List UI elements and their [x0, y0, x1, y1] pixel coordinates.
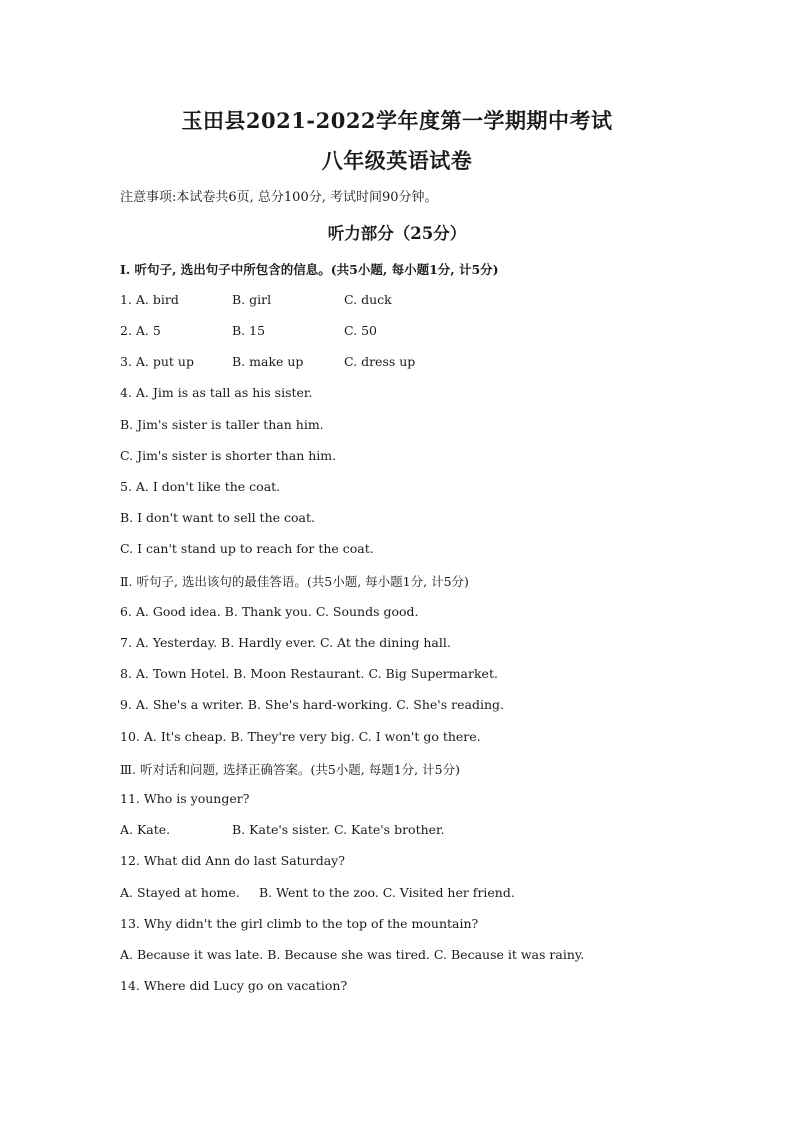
q4-option-a: 4. A. Jim is as tall as his sister.: [120, 385, 313, 400]
q5-option-c: C. I can't stand up to reach for the coat.: [120, 541, 374, 556]
part1-heading: I. 听句子, 选出句子中所包含的信息。(共5小题, 每小题1分, 计5分): [120, 262, 499, 277]
q2-option-c: C. 50: [344, 323, 377, 338]
q1-option-a: 1. A. bird: [120, 292, 179, 307]
q12: 12. What did Ann do last Saturday?: [120, 853, 345, 868]
q12-option-a: A. Stayed at home.: [120, 885, 240, 900]
q1-option-c: C. duck: [344, 292, 392, 307]
q3-option-c: C. dress up: [344, 354, 416, 369]
listening-section-title: 听力部分（25分）: [327, 224, 467, 243]
q4-option-c: C. Jim's sister is shorter than him.: [120, 448, 337, 463]
q8: 8. A. Town Hotel. B. Moon Restaurant. C. Big Supermarket.: [120, 666, 498, 681]
q5-option-a: 5. A. I don't like the coat.: [120, 479, 281, 494]
exam-notice: 注意事项:本试卷共6页, 总分100分, 考试时间90分钟。: [120, 190, 438, 205]
q3-option-b: B. make up: [232, 354, 304, 369]
q2-option-a: 2. A. 5: [120, 323, 161, 338]
exam-subtitle: 八年级英语试卷: [321, 148, 473, 173]
q2-option-b: B. 15: [232, 323, 266, 338]
q9: 9. A. She's a writer. B. She's hard-working. C. She's reading.: [120, 697, 504, 712]
part3-heading: Ⅲ. 听对话和问题, 选择正确答案。(共5小题, 每题1分, 计5分): [120, 762, 460, 777]
q14: 14. Where did Lucy go on vacation?: [120, 978, 348, 993]
q10: 10. A. It's cheap. B. They're very big. C. I won't go there.: [120, 729, 481, 744]
q11: 11. Who is younger?: [120, 791, 250, 806]
q4-option-b: B. Jim's sister is taller than him.: [120, 417, 324, 432]
part2-heading: Ⅱ. 听句子, 选出该句的最佳答语。(共5小题, 每小题1分, 计5分): [120, 574, 469, 589]
q13-options: A. Because it was late. B. Because she was tired. C. Because it was rainy.: [120, 947, 585, 962]
q1-option-b: B. girl: [232, 292, 272, 307]
q12-option-bc: B. Went to the zoo. C. Visited her friend.: [259, 885, 515, 900]
q11-option-a: A. Kate.: [120, 822, 171, 837]
q7: 7. A. Yesterday. B. Hardly ever. C. At the dining hall.: [120, 635, 451, 650]
q5-option-b: B. I don't want to sell the coat.: [120, 510, 315, 525]
q3-option-a: 3. A. put up: [120, 354, 194, 369]
q11-option-bc: B. Kate's sister. C. Kate's brother.: [232, 822, 445, 837]
q6: 6. A. Good idea. B. Thank you. C. Sounds good.: [120, 604, 419, 619]
exam-title: 玉田县2021-2022学年度第一学期期中考试: [181, 108, 613, 133]
q13: 13. Why didn't the girl climb to the top of the mountain?: [120, 916, 479, 931]
